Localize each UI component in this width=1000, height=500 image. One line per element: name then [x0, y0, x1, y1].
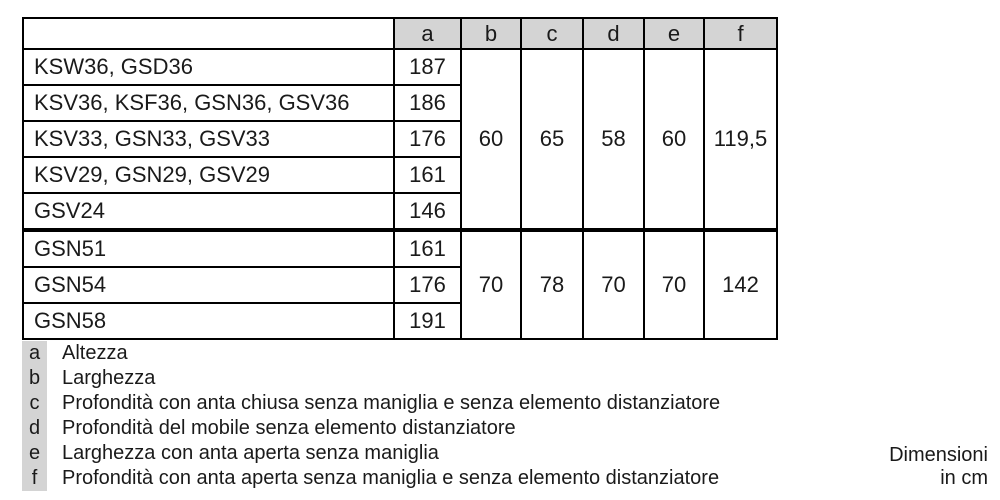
- legend-label-a: Altezza: [62, 342, 128, 364]
- unit-note-line2: in cm: [940, 467, 988, 489]
- value-c-group1: 65: [521, 49, 583, 230]
- legend-row-a: [22, 341, 720, 366]
- legend-key-e: e: [22, 441, 47, 466]
- model-names: GSN51: [23, 230, 394, 267]
- header-cell-f: f: [704, 18, 777, 49]
- value-a: 161: [394, 230, 461, 267]
- value-d-group1: 58: [583, 49, 644, 230]
- table-row: [23, 230, 777, 267]
- legend-key-a: a: [22, 341, 47, 366]
- model-names: KSW36, GSD36: [23, 49, 394, 85]
- legend-key-d: d: [22, 416, 47, 441]
- unit-note: [889, 444, 988, 490]
- value-a: 191: [394, 303, 461, 339]
- model-names: KSV36, KSF36, GSN36, GSV36: [23, 85, 394, 121]
- legend-row-c: [22, 391, 720, 416]
- legend-row-d: [22, 416, 720, 441]
- value-b-group1: 60: [461, 49, 521, 230]
- value-c-group2: 78: [521, 230, 583, 339]
- model-names: GSV24: [23, 193, 394, 230]
- value-a: 176: [394, 121, 461, 157]
- value-f-group2: 142: [704, 230, 777, 339]
- legend-label-d: Profondità del mobile senza elemento distanziatore: [62, 417, 516, 439]
- header-cell-a: a: [394, 18, 461, 49]
- value-a: 186: [394, 85, 461, 121]
- model-names: KSV33, GSN33, GSV33: [23, 121, 394, 157]
- table-header-row: [23, 18, 777, 49]
- legend-label-c: Profondità con anta chiusa senza maniglia e senza elemento distanziatore: [62, 392, 721, 414]
- table-row: [23, 49, 777, 85]
- legend-label-e: Larghezza con anta aperta senza maniglia: [62, 442, 439, 464]
- value-e-group1: 60: [644, 49, 704, 230]
- value-a: 161: [394, 157, 461, 193]
- value-e-group2: 70: [644, 230, 704, 339]
- unit-note-line1: Dimensioni: [889, 444, 988, 466]
- value-b-group2: 70: [461, 230, 521, 339]
- legend-label-f: Profondità con anta aperta senza maniglia e senza elemento distanziatore: [62, 467, 720, 489]
- dimensions-table: [22, 17, 778, 340]
- value-d-group2: 70: [583, 230, 644, 339]
- value-a: 146: [394, 193, 461, 230]
- legend-key-f: f: [22, 466, 47, 491]
- header-cell-d: d: [583, 18, 644, 49]
- legend-key-b: b: [22, 366, 47, 391]
- legend-row-b: [22, 366, 720, 391]
- value-a: 187: [394, 49, 461, 85]
- model-names: GSN54: [23, 267, 394, 303]
- model-names: GSN58: [23, 303, 394, 339]
- value-f-group1: 119,5: [704, 49, 777, 230]
- legend: [22, 341, 720, 491]
- header-cell-b: b: [461, 18, 521, 49]
- legend-key-c: c: [22, 391, 47, 416]
- header-cell-e: e: [644, 18, 704, 49]
- legend-row-e: [22, 441, 720, 466]
- value-a: 176: [394, 267, 461, 303]
- model-names: KSV29, GSN29, GSV29: [23, 157, 394, 193]
- legend-row-f: [22, 466, 720, 491]
- header-cell-models: [23, 18, 394, 49]
- legend-label-b: Larghezza: [62, 367, 156, 389]
- header-cell-c: c: [521, 18, 583, 49]
